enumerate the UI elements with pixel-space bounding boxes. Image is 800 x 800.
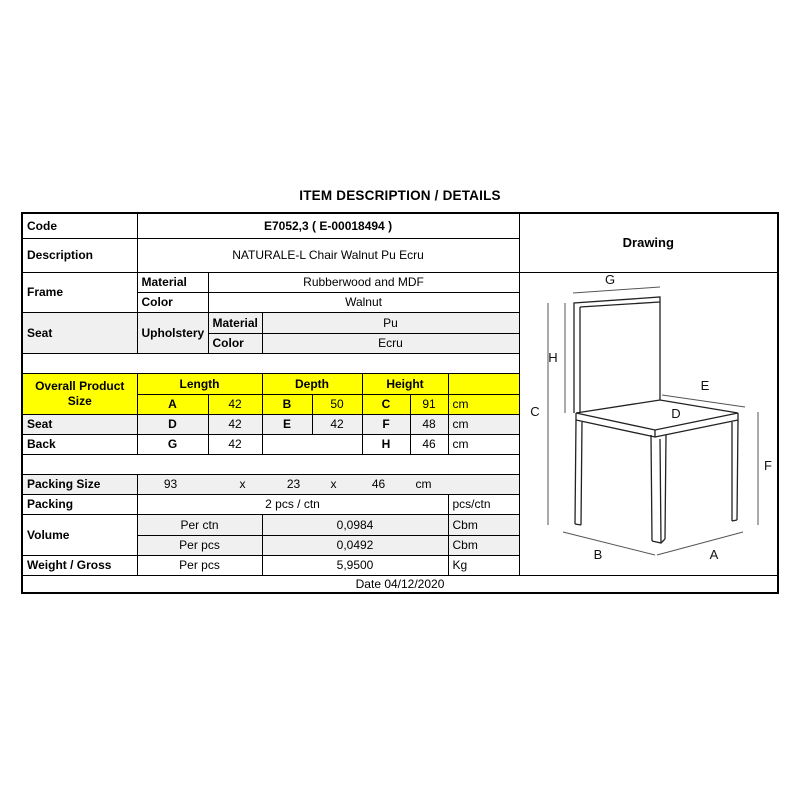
packing-size-label: Packing Size	[22, 474, 137, 494]
overall-depth-key: B	[262, 394, 312, 414]
packing-unit: pcs/ctn	[448, 494, 519, 514]
seat-depth-key: E	[262, 414, 312, 434]
description-label: Description	[22, 238, 137, 272]
seat-length-key: D	[137, 414, 208, 434]
description-value: NATURALE-L Chair Walnut Pu Ecru	[137, 238, 519, 272]
chair-backrest	[574, 297, 660, 413]
seat-material-label: Material	[208, 312, 262, 333]
row-code	[22, 213, 778, 238]
volume-label: Volume	[22, 514, 137, 555]
dim-line-B	[563, 532, 655, 555]
seat-size-unit: cm	[448, 414, 519, 434]
dim-label-H: H	[547, 349, 558, 365]
seat-depth-value: 42	[312, 414, 362, 434]
seat-color-label: Color	[208, 333, 262, 353]
overall-height-value: 91	[410, 394, 448, 414]
weight-unit: Kg	[448, 555, 519, 575]
volume-per-ctn-value: 0,0984	[262, 514, 448, 535]
volume-per-pcs-label: Per pcs	[137, 535, 262, 555]
volume-per-ctn-unit: Cbm	[448, 514, 519, 535]
back-depth-empty	[262, 434, 362, 454]
volume-per-pcs-unit: Cbm	[448, 535, 519, 555]
chair-leg-left	[575, 420, 582, 525]
size-height-header: Height	[362, 373, 448, 394]
page-title: ITEM DESCRIPTION / DETAILS	[299, 188, 501, 203]
frame-color-value: Walnut	[208, 292, 519, 312]
packing-size-unit: cm	[415, 477, 432, 491]
back-height-value: 46	[410, 434, 448, 454]
packing-value: 2 pcs / ctn	[137, 494, 448, 514]
packing-label: Packing	[22, 494, 137, 514]
weight-per-pcs-label: Per pcs	[137, 555, 262, 575]
overall-length-key: A	[137, 394, 208, 414]
frame-material-label: Material	[137, 272, 208, 292]
weight-value: 5,9500	[262, 555, 448, 575]
overall-height-key: C	[362, 394, 410, 414]
overall-depth-value: 50	[312, 394, 362, 414]
seat-label: Seat	[22, 312, 137, 353]
back-length-value: 42	[208, 434, 262, 454]
dim-line-A	[657, 532, 743, 555]
size-depth-header: Depth	[262, 373, 362, 394]
seat-color-value: Ecru	[262, 333, 519, 353]
seat-size-label: Seat	[22, 414, 137, 434]
dim-label-A: A	[709, 546, 718, 562]
code-value: E7052,3 ( E-00018494 )	[137, 213, 519, 238]
size-length-header: Length	[137, 373, 262, 394]
seat-material-value: Pu	[262, 312, 519, 333]
packing-size-x2: x	[330, 477, 337, 491]
drawing-header: Drawing	[519, 213, 778, 272]
seat-height-value: 48	[410, 414, 448, 434]
item-details-table	[21, 212, 779, 594]
frame-label: Frame	[22, 272, 137, 312]
dim-label-E: E	[700, 377, 709, 393]
seat-height-key: F	[362, 414, 410, 434]
packing-size-x1: x	[239, 477, 246, 491]
dim-label-C: C	[529, 403, 540, 419]
packing-size-v1: 93	[163, 477, 178, 491]
dim-label-D: D	[670, 405, 681, 421]
code-label: Code	[22, 213, 137, 238]
overall-unit: cm	[448, 394, 519, 414]
back-length-key: G	[137, 434, 208, 454]
size-header-empty	[448, 373, 519, 394]
chair-leg-front	[651, 435, 666, 543]
frame-color-label: Color	[137, 292, 208, 312]
weight-label: Weight / Gross	[22, 555, 137, 575]
back-size-unit: cm	[448, 434, 519, 454]
spacer-cell	[22, 454, 519, 474]
packing-size-v2: 23	[286, 477, 301, 491]
seat-upholstery-label: Upholstery	[137, 312, 208, 353]
row-frame-material	[22, 272, 778, 292]
spacer-cell	[22, 353, 519, 373]
chair-drawing	[524, 273, 779, 572]
dim-line-G	[573, 287, 660, 293]
overall-length-value: 42	[208, 394, 262, 414]
back-size-label: Back	[22, 434, 137, 454]
date-value: Date 04/12/2020	[22, 575, 778, 593]
back-height-key: H	[362, 434, 410, 454]
chair-backrest-inner	[580, 302, 660, 413]
volume-per-pcs-value: 0,0492	[262, 535, 448, 555]
frame-material-value: Rubberwood and MDF	[208, 272, 519, 292]
packing-size-value	[137, 474, 519, 494]
dim-label-B: B	[593, 546, 602, 562]
row-date	[22, 575, 778, 593]
chair-leg-right	[732, 420, 738, 521]
overall-size-label: Overall Product Size	[22, 373, 137, 414]
dim-label-F: F	[763, 457, 772, 473]
packing-size-v3: 46	[371, 477, 386, 491]
drawing-area	[519, 272, 778, 575]
volume-per-ctn-label: Per ctn	[137, 514, 262, 535]
seat-length-value: 42	[208, 414, 262, 434]
dim-label-G: G	[604, 272, 615, 287]
